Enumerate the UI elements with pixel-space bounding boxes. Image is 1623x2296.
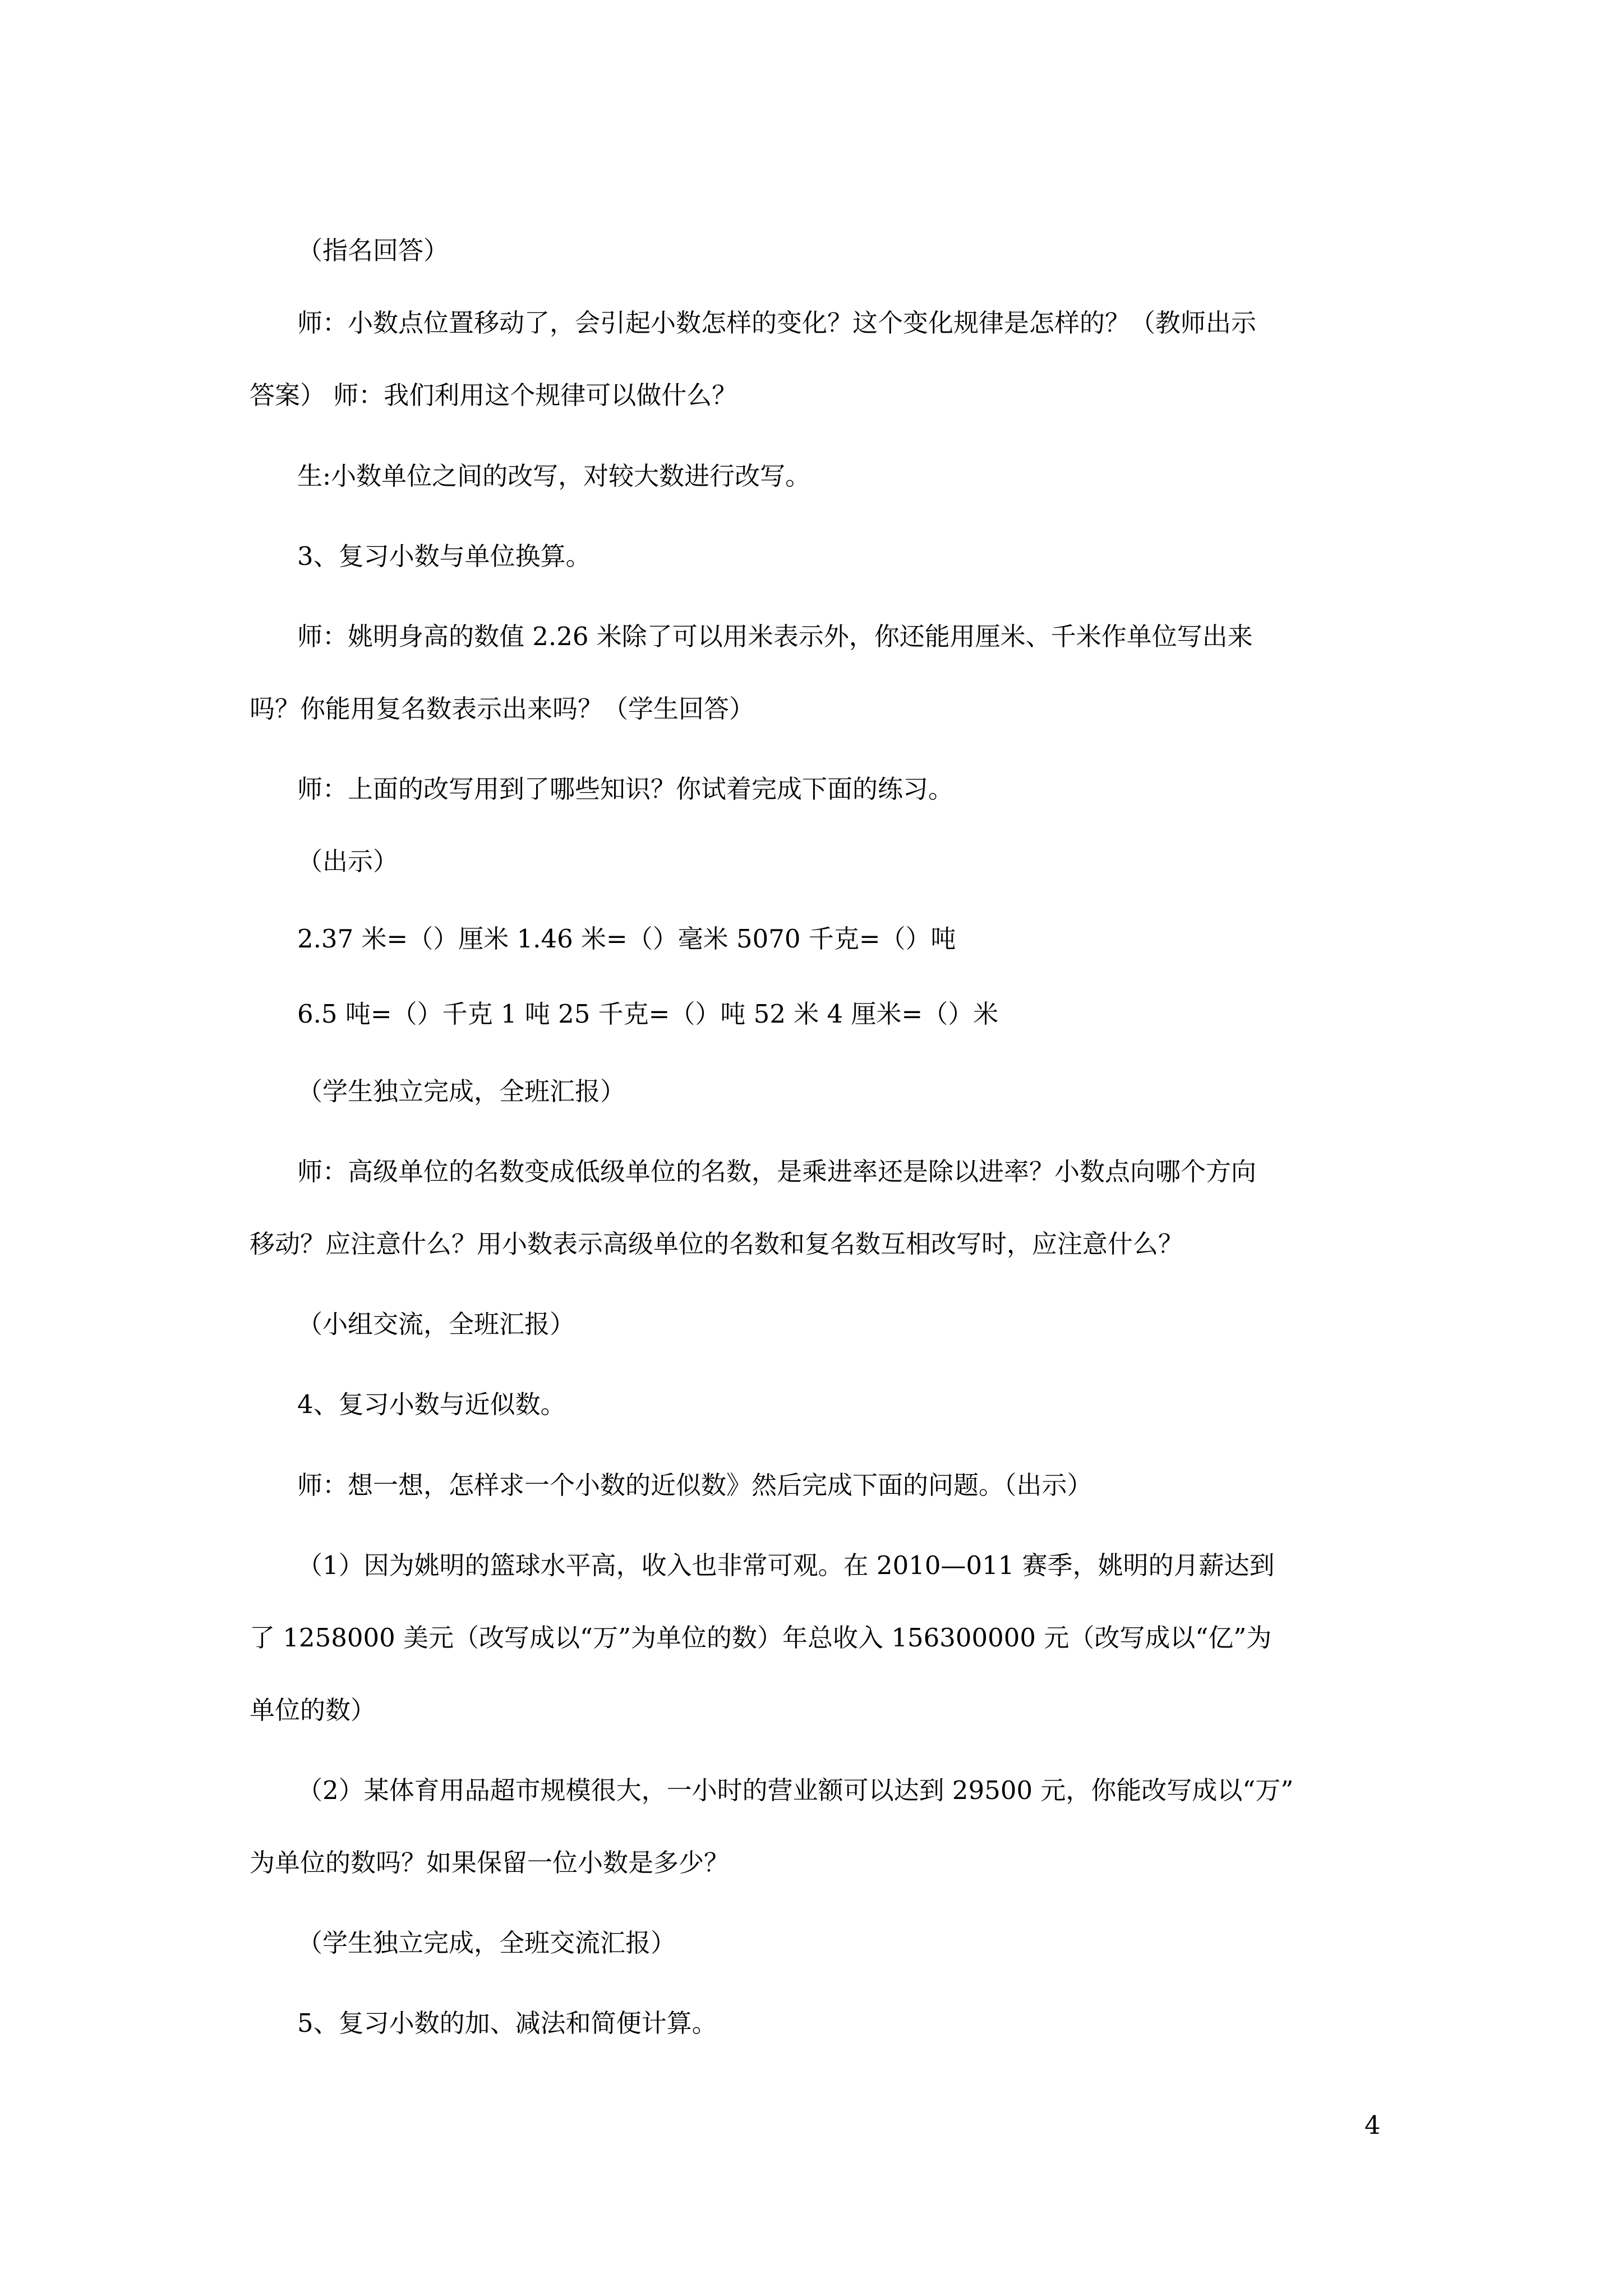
section-heading-approximation: 4、复习小数与近似数。: [297, 1389, 566, 1419]
problem-2-line-2: 为单位的数吗？如果保留一位小数是多少？: [250, 1848, 730, 1878]
section-heading-unit-conversion: 3、复习小数与单位换算。: [297, 541, 591, 571]
text-line-knowledge-used: 师：上面的改写用到了哪些知识？你试着完成下面的练习。: [297, 774, 954, 804]
text-line-teacher-question-decimal-point: 师：小数点位置移动了，会引起小数怎样的变化？这个变化规律是怎样的？（教师出示: [297, 308, 1257, 338]
text-line-teacher-question-usage: 答案） 师：我们利用这个规律可以做什么？: [250, 380, 737, 410]
exercise-line-2: 6.5 吨=（）千克 1 吨 25 千克=（）吨 52 米 4 厘米=（）米: [297, 999, 999, 1029]
problem-1-line-3: 单位的数）: [250, 1695, 376, 1725]
text-line-approximation-question: 师：想一想，怎样求一个小数的近似数》然后完成下面的问题。（出示）: [297, 1470, 1092, 1500]
section-heading-addition-subtraction: 5、复习小数的加、减法和简便计算。: [297, 2008, 717, 2038]
problem-1-line-2: 了 1258000 美元（改写成以“万”为单位的数）年总收入 156300000 元（改写成以“亿”为: [250, 1623, 1272, 1653]
problem-2-line-1: （2）某体育用品超市规模很大，一小时的营业额可以达到 29500 元，你能改写成以“万”: [297, 1775, 1294, 1805]
text-line-yao-ming-height: 师：姚明身高的数值 2.26 米除了可以用米表示外，你还能用厘米、千米作单位写出来: [297, 622, 1253, 651]
text-line-move-direction: 移动？应注意什么？用小数表示高级单位的名数和复名数互相改写时，应注意什么？: [250, 1229, 1184, 1259]
exercise-line-1: 2.37 米=（）厘米 1.46 米=（）毫米 5070 千克=（）吨: [297, 924, 956, 954]
text-line-student-answer: 生:小数单位之间的改写，对较大数进行改写。: [297, 461, 811, 491]
problem-1-line-1: （1）因为姚明的篮球水平高，收入也非常可观。在 2010—011 赛季，姚明的月薪达到: [297, 1550, 1275, 1580]
text-line-higher-unit-question: 师：高级单位的名数变成低级单位的名数，是乘进率还是除以进率？小数点向哪个方向: [297, 1157, 1257, 1186]
text-line-independent-completion: （学生独立完成，全班汇报）: [297, 1076, 626, 1106]
text-line-named-answer: （指名回答）: [297, 236, 449, 265]
text-line-show: （出示）: [297, 846, 399, 876]
text-line-compound-number: 吗？你能用复名数表示出来吗？（学生回答）: [250, 694, 755, 724]
text-line-group-discussion: （小组交流，全班汇报）: [297, 1309, 575, 1339]
page-number: 4: [1364, 2110, 1381, 2140]
text-line-class-report: （学生独立完成，全班交流汇报）: [297, 1928, 676, 1958]
